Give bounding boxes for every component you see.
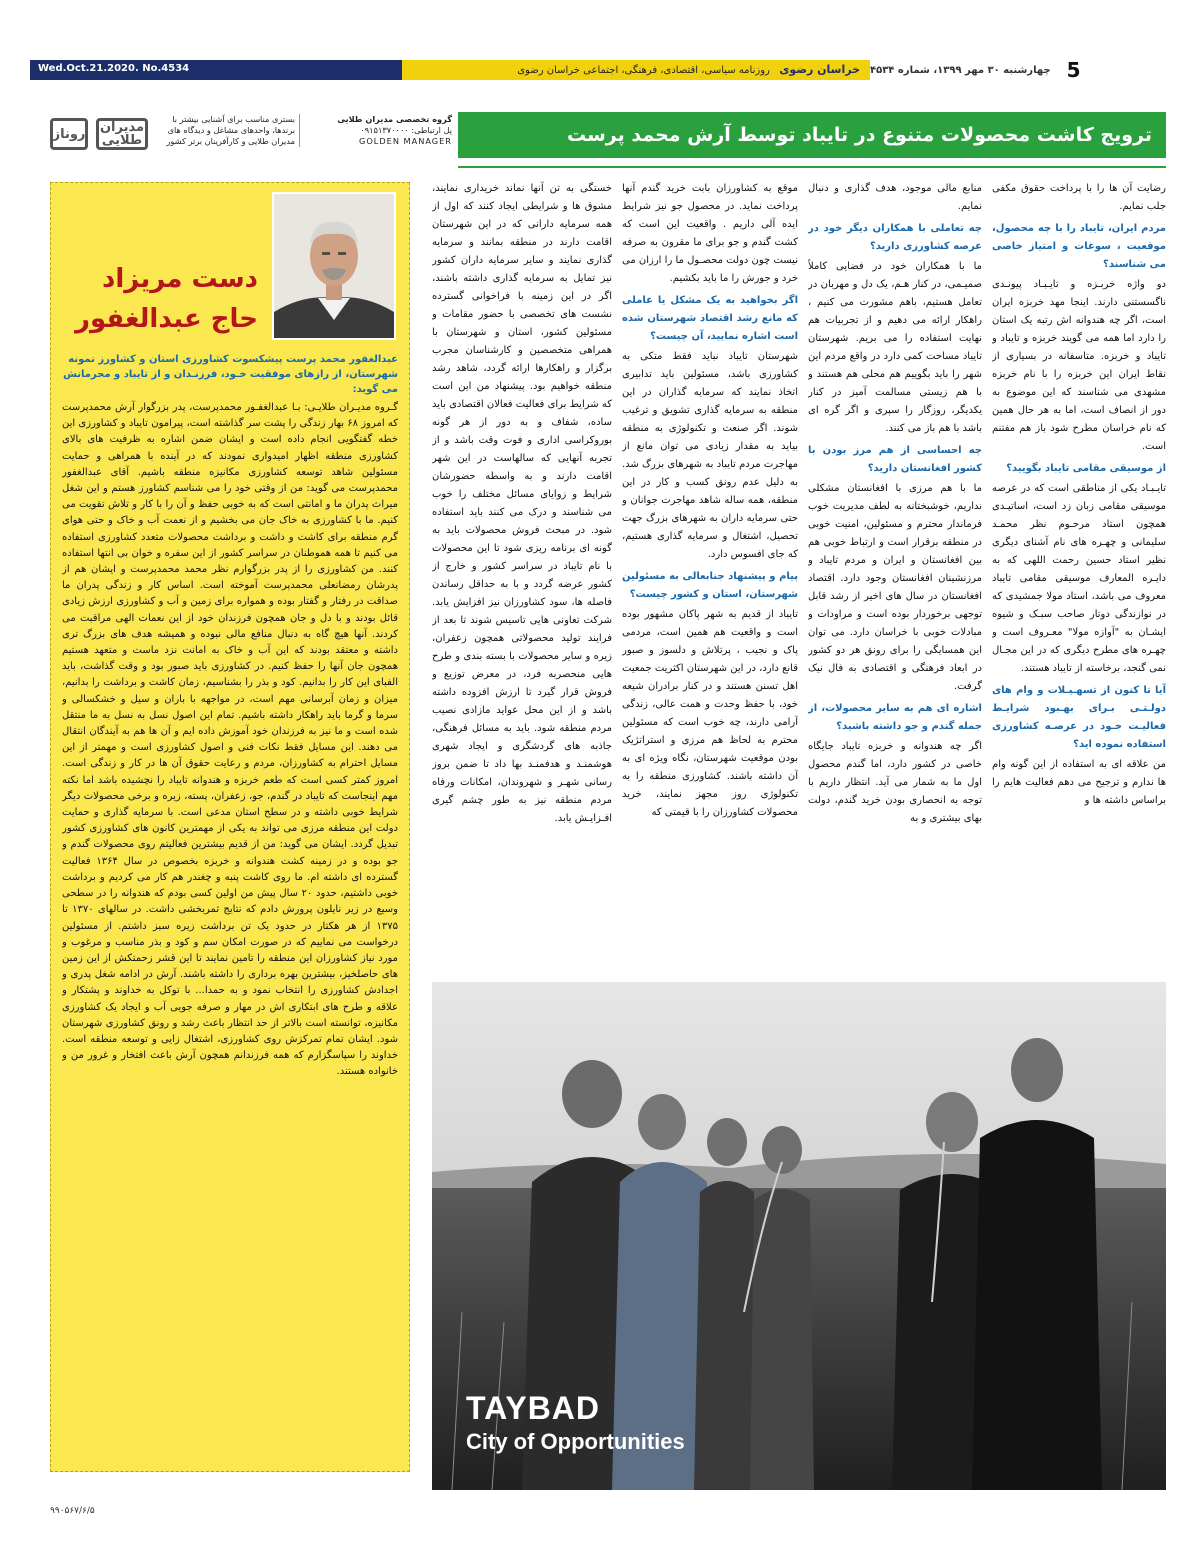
portrait-photo	[272, 192, 396, 340]
article-column-3	[622, 180, 798, 960]
slogan-line-2: برندها، واحدهای مشاغل و دیدگاه های	[167, 125, 295, 135]
logo-right	[96, 118, 148, 150]
interview-paragraph: منابع مالی موجود، هدف گذاری و دنبال نمایم.	[808, 183, 982, 212]
header-rule	[458, 166, 1166, 168]
logo-left-text: روناز	[52, 126, 86, 142]
logo-right-text-2: طلایی	[101, 133, 143, 148]
sidebar-body: گـروه مدیـران طلایـی: بـا عبدالغفـور محمدپرست، پدر بزرگوار آرش محمدپرست که امروز ۶۸ بهار زندگی را پشت سر گذاشته است، پیرامون تایباد و کشاورزی این خطه گفتگویی انجام داده است و ایشان ضمن اشاره به ظرفیت های بالای کشاورزی منطقه اظهار امیدواری نمودند که در آینده با همراهی و حمایت مسئولین شاهد توسعه کشاورزی مکانیزه منطقه باشیم. آقای عبدالغفور محمدپرست می گوید: من از وقتی خود را می شناسم کشاورز هستم و این شغل میراث پدران ما و امانتی است که به خوبی حفظ و آن را با کار و تلاش تقویت می کنیم. ما با کشاورزی به خاک جان می بخشیم و از نعمت آب و خاک و حتی هوای گرم منطقه برای کاشت و داشت و برداشت محصولات متعدد کشاورزی استفاده می کنیم تا همه هموطنان در سراسر کشور از این سفره و خوان بی انتها استفاده کنند. من کشاورزی را از پدر بزرگوارم نظر محمد محمدپرست و ایشان هم از پدرشان رمضانعلی محمدپرست آموخته است. اساس کار و زندگی پدران ما صداقت در رفتار و گفتار بوده و همواره برای زمین و آب و کشاورزی ارزش زیادی قائل بودند و با دل و جان همچون فرزندان خود از این نعمات الهی مراقبت می کردند. آنها هیچ گاه به دنبال منافع مالی نبوده و همیشه هدف های بزرگ تری داشته و معتقد بودند که این آب و خاک به امانت نزد ماست و متعهد هستیم همچون جان آنها را حفظ کنیم. در کشاورزی باید صبور بود و وقت گذاشت، باید الفبای این کار را بدانیم. کود و بذر را بشناسیم، زمان کاشت و برداشت را بدانیم، میزان و زمان آبرسانی مهم است، در مواجهه با باران و سیل و خشکسالی و سرما و گرما باید راهکار داشته باشیم. تمام این اصول نسل به نسل به ما منتقل شده است و ما نیز به فرزندان خود آموزش داده ایم و آن ها هم به آیندگان انتقال می دهند. این مسایل فقط نکات فنی و اصول کشاورزی است و مهمتر از این مسایل احترام به کشاورزان، مردم و رعایت حقوق آن ها در کار و زندگی است. امروز کمتر کسی است که طعم خربزه و هندوانه تایباد را نچشیده باشد اما نکته مهم اینجاست که تایباد در گندم، جو، زعفران، پسته، زیره و برخی محصولات دیگر شرایط خوبی داشته و در سطح استان مدعی است. با سرمایه گذاری و حمایت دولت این منطقه مرزی می تواند به یکی از مهمترین کانون های کشاورزی کشور تبدیل گردد. ایشان می گوید: من از قدیم بیشترین فعالیتم روی محصولات گندم و جو بوده و در زمینه کشت هندوانه و خربزه بخصوص در سال ۱۳۶۴ فعالیت گسترده ای داشته ام. ما روی کاشت پنبه و چغندر هم کار می کردیم و برداشت خوبی داشتیم، حدود ۲۰ سال پیش من اولین کسی بودم که هندوانه را در سطحی وسیع در زیر نایلون پرورش دادم که نتایج ثمربخشی داشت. در سالهای ۱۳۷۰ تا ۱۳۷۵ از هر هکتار در حدود یک تن برداشت زیره سبز داشتم. از مسئولین درخواست می نماییم که در صورت امکان سم و کود و بذر مناسب و مرغوب و مورد نیاز کشاورزان این منطقه را تامین نمایند تا این قشر زحمتکش از این زمین های حاصلخیز، بیشترین بهره برداری را داشته باشند. آرش در ادامه شغل پدری و اجدادش کشاورزی را انتخاب نمود و به حمدا... با توکل به خداوند و پشتکار و علاقه و طرح های ابتکاری اش در مهار و صرفه جویی آب و ایجاد یک کشاورزی مکانیزه، توانسته است بالاتر از حد انتظار باعث رشد و رونق کشاورزی شهرستان شود. ایشان تمام تمرکزش روی کشاورزی، اشتغال زایی و توسعه منطقه است. خداوند را سپاسگزارم که همه فرزندانم همچون آرش باعث افتخار و غرور من و خانواده هستند.	[62, 402, 398, 1078]
top-bar	[30, 60, 1170, 80]
issue-date-en: Wed.Oct.21.2020. No.4534	[30, 60, 402, 80]
interview-paragraph: ما با همکاران خود در فضایی کاملاً صمیـمی، در کنار هـم، یک دل و مهربان در تعامل هستیم، باهم مشورت می کنیم ، راهکار ارائه می دهیم و از تجربیات هم نهایت استفاده را می بریم. شهرستان تایباد مساحت کمی دارد در واقع مردم این شهر را باید بگوییم هم محلی هم هستند و با هم زیستی مسالمت آمیز در کنار یکدیگر، روزگار را سپری و اگر گره ای باشد با هم باز می کنند.	[808, 261, 982, 434]
article-column-2	[808, 180, 982, 960]
logo-left	[50, 118, 88, 150]
interview-question: از موسیقی مقامی تایباد بگویید؟	[1006, 463, 1166, 474]
interview-question: آیا تا کنون از تسهـیـلات و وام های دولـتـی بـرای بهـبود شرایـط فعالیـت خـود در عرصـه کشاورزی استفاده نموده اید؟	[992, 685, 1166, 750]
newspaper-strip	[402, 60, 870, 80]
interview-question: پیام و پیشنهاد جنابعالی به مسئولین شهرستان، استان و کشور چیست؟	[622, 571, 798, 600]
interview-paragraph: رضایت آن ها را با پرداخت حقوق مکفی جلب نمایم.	[992, 183, 1166, 212]
interview-question: مردم ایران، تایباد را با چه محصول، موقعیت ، سوغات و امتیاز خاصی می شناسند؟	[992, 223, 1166, 270]
photo-caption	[466, 1390, 766, 1455]
slogan-line-1: بستری مناسب برای آشنایی بیشتر با	[172, 114, 295, 124]
interview-paragraph: دو واژه خربـزه و تایـبـاد پیونـدی ناگسستنی دارند. اینجا مهد خربزه ایران است، اگر چه هندوانه اش رتبه یک استان را دارد اما همه می گویند خربزه و تایباد و تایباد و خربزه. متاسفانه در بسیاری از نقاط ایران این خربزه را با نام خربزه مشهدی می شناسند که این موضوع به دور از انصاف است، اما به هر حال همین که نام خراسان مطرح شود باز هم مفتنم است.	[992, 279, 1166, 452]
interview-paragraph: تایـبـاد یکی از مناطقی است که در عرصه موسیقی مقامی زبان زد است، اساتیـدی همچون استاد مرحـوم نظر محمـد سلیمانی و چهـره های نام آشنای دیگری نظیر استاد حسین رحمت اللهی که به دایـره المعارف موسیقی مقامی تایباد معروف می باشد، استاد مولا جمشیدی که در نوازندگی دوتار صاحب سبـک و شیوه ایشـان به "آوازه مولا" معـروف است و چهـره های مطرح دیگری که در این مجـال نمی گنجد، برخاسته از تایباد هستند.	[992, 483, 1166, 674]
golden-manager-label: GOLDEN MANAGER	[358, 136, 452, 146]
page-number: 5	[1066, 58, 1081, 82]
sidebar-intro: عبدالغفور محمد پرست پیشکسوت کشاورزی استان و کشاورز نمونه شهرستان، از رازهای موفقیت خـود، فرزنـدان و از تایباد و محرمانش می گوید:	[63, 354, 398, 395]
interview-question: اگر بخواهید به یک مشکل یا عاملی که مانع رشد اقتصاد شهرستان شده است اشاره نمایید، آن چیست؟	[622, 295, 798, 342]
interview-paragraph: من علاقه ای به استفاده از این گونه وام ها ندارم و ترجیح می دهم فعالیت هایم را براساس داشته ها و	[992, 759, 1166, 806]
interview-question: اشاره ای هم به سایر محصولات، از جمله گندم و جو داشته باشید؟	[808, 703, 982, 732]
footer-code: ۹۹۰۵۶۷/۶/۵	[50, 1506, 95, 1516]
article-column-4	[432, 180, 612, 960]
sidebar-name-line-1: دست مریزاد	[102, 264, 258, 294]
caption-title: TAYBAD	[466, 1390, 601, 1426]
group-contact	[307, 114, 452, 147]
headline: ترویج کاشت محصولات متنوع در تایباد توسط آرش محمد پرست	[566, 124, 1152, 146]
newspaper-description: روزنامه سیاسی، اقتصادی، فرهنگی، اجتماعی خراسان رضوی	[517, 65, 770, 76]
interview-paragraph: تایباد از قدیم به شهر پاکان مشهور بوده است و واقعیت هم همین است، مردمی پاک و نجیب ، پرتلاش و دلسوز و صبور قانع دارد، در این شهرستان اکثریت جمعیت اهل تسنن هستند و در کنار برادران شیعه خود، با حفظ وحدت و همت عالی، زندگی آرامی دارند، چه خوب است که مسئولین محترم به لحاظ هم مرزی و استراتژیک بودن موقعیت شهرستان، نگاه ویژه ای به آن داشته باشند. کشاورزی منطقه را به تکنولوژی روز مجهز نمایند، خرید محصولات کشاورزان را با قیمتی که	[622, 609, 798, 818]
article-column-1	[992, 180, 1166, 960]
group-phone: پل ارتباطی: ۰۹۱۵۱۳۷۰۰۰۰	[360, 125, 452, 135]
interview-paragraph: اگر چه هندوانه و خربزه تایباد جایگاه خاصی در کشور دارد، اما گندم محصول اول ما به شمار می آید. انتظار داریم با توجه به انحصاری بودن خرید گندم، دولت بهای بیشتری و به	[808, 741, 982, 824]
group-logo	[50, 112, 148, 158]
interview-question: چه تعاملی با همکاران دیگر خود در عرصه کشاورزی دارید؟	[808, 223, 982, 252]
interview-paragraph: موقع به کشاورزان بابت خرید گندم آنها پرداخت نماید. در محصول جو نیز شرایط ایده آلی داریم . واقعیت این است که کشت گندم و جو برای ما مقرون به صرفه نیست چون دولت محصـول ما را ارزان می خرد و جورش را ما باید بکشیم.	[622, 183, 798, 284]
issue-date-fa: چهارشنبه ۳۰ مهر ۱۳۹۹، شماره ۴۵۳۴	[870, 64, 1051, 76]
slogan-line-3: مدیران طلایی و کارآفرینان برتر کشور	[166, 136, 295, 146]
issue-info	[870, 60, 1170, 80]
interview-question: چه احساسی از هم مرز بودن با کشور افغانستان دارید؟	[808, 445, 982, 474]
logo-right-text-1: مدیران	[99, 120, 145, 135]
interview-paragraph: خستگی به تن آنها نماند خریداری نمایند، مشوق ها و شرایطی ایجاد کنند که اول از همه سرمایه دارانی که در این شهرستان اقامت دارند در منطقه بمانند و سرمایه گذاری نمایند و سایر سرمایه داران کشور نیز تمایل به سرمایه گذاری داشته باشند، اگر در این زمینه با فراخوانی گسترده نشست های تخصصی با حضور مقامات و مسئولین کشور، استان و شهرستان با همراهی متخصصین و کارشناسان مجرب برگزار و راهکارها ارائه گردد، شاهد رشد منطقه خواهیم بود. پیشنهاد من این است که شرایط برای فعالیت فعالان اقتصادی باید ساده، شفاف و به دور از هر گونه بوروکراسی اداری و فوت وقت باشد و از تجربه آنهایی که سالهاست در این شهر اقامت دارند و به واسطه حضورشان شرایط و زوایای مسائل مختلف را خوب می شناسند و درک می کنند باید استفاده شود. در مبحث فروش محصولات باید به گونه ای برنامه ریزی شود تا این محصولات با نام تایباد در سراسر کشور و خارج از کشور عرضه گردد و با به حداقل رساندن فاصله ها، سود کشاورزان نیز افزایش یابد. شرکت تعاونی هایی تاسیس شوند تا بعد از فرایند تولید محصولاتی همچون زعفران، زیره و سایر محصولات با بسته بندی و طرح هایی منحصربه فرد، در معرض توزیع و فروش قرار گیرد تا ارزش افزوده داشته باشد و از این محل عواید مازادی نصیب مردم منطقه شود. باید به مسائل فرهنگی، جاذبه های گردشگری و ایجاد شهری هوشمنـد و هدفمنـد بها داد تا ضمن بروز رسانی شهـر و شهروندان، امکانات ورفاه مردم منطقه نیز به طور چشم گیری افـزایـش یابد.	[432, 183, 612, 824]
group-slogan	[150, 114, 300, 147]
interview-paragraph: ما با هم مرزی با افغانستان مشکلی نداریم، خوشبختانه به لطف مدیریت خوب فرماندار محترم و مسئولین، امنیت خوبی در منطقه برقرار است و ارتباط خوبی هم بین افغانستان و ایران و مردم تایباد و مرزنشینان افغانستان وجود دارد. اقتصاد افغانستان در سال های اخیر از رشد قابل توجهی برخوردار بوده است و مراودات و مبادلات خوبی با خراسان دارد. می توان این همسایگی را برای رونق هر دو کشور در ابعاد فرهنگی و اقتصادی به فال نیک گرفت.	[808, 483, 982, 692]
group-title: گروه تخصصی مدیران طلایی	[337, 114, 452, 124]
interview-paragraph: شهرستان تایباد نباید فقط متکی به کشاورزی باشد، مسئولین باید تدابیری اتخاذ نمایند که سرمایه گذاران در این منطقه به سرمایه گذاری تشویق و ترغیب شوند. اگر صنعت و تکنولوژی به منطقه بیاید به مقدار زیادی می توان مانع از مهاجرت مردم تایباد به شهرهای بزرگ شد. به دلیل عدم رونق کسب و کار در این منطقه، همه ساله شاهد مهاجرت جوانان و حتی سرمایه داران به شهرهای بزرگ جهت تحصیل، اشتغال و سرمایه گذاری هستیم، که جای افسوس دارد.	[622, 351, 798, 560]
newspaper-name: خراسان رضوی	[779, 63, 860, 76]
headline-bar	[458, 112, 1166, 158]
group-info	[150, 112, 452, 158]
caption-subtitle: City of Opportunities	[466, 1429, 685, 1454]
sidebar-name-line-2: حاج عبدالغفور	[74, 304, 258, 334]
